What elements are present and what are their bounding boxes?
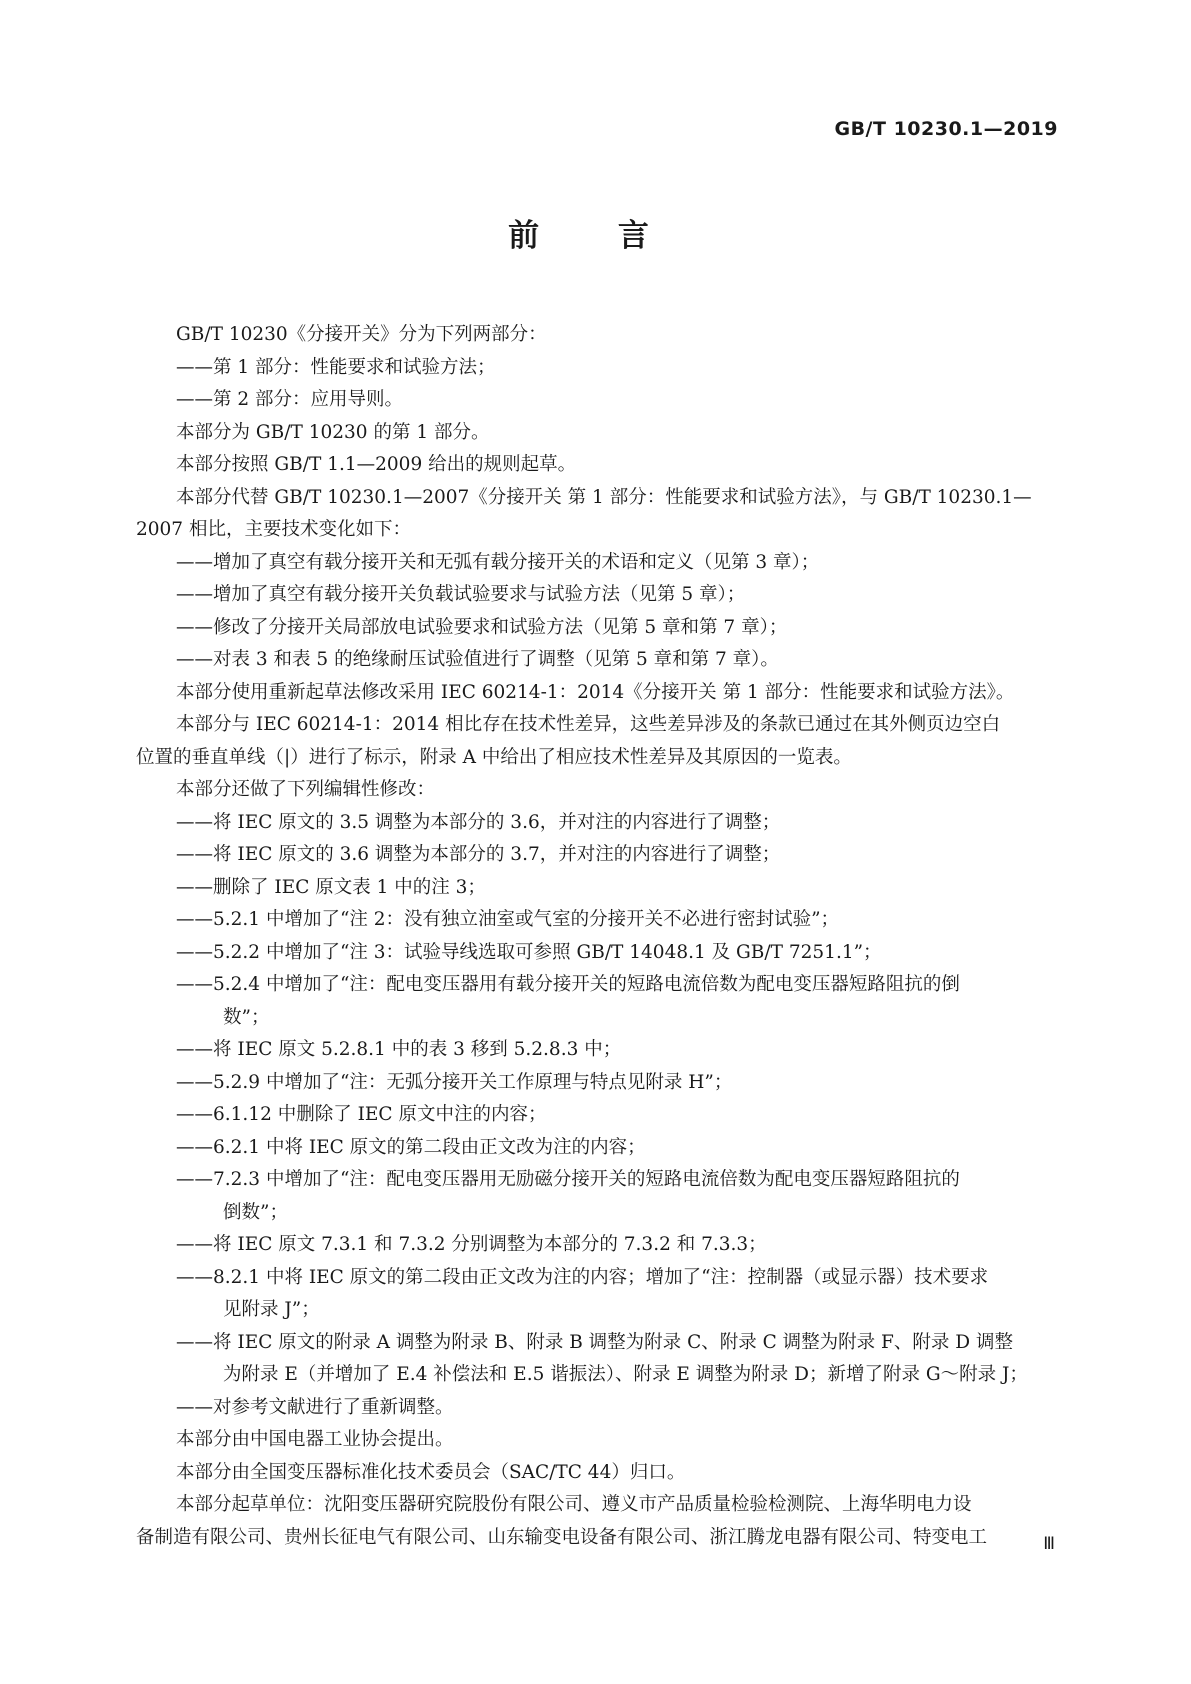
text-line: GB/T 10230《分接开关》分为下列两部分：: [176, 324, 547, 345]
text-line: ——删除了 IEC 原文表 1 中的注 3；: [176, 876, 486, 898]
text-line: ——5.2.2 中增加了“注 3：试验导线选取可参照 GB/T 14048.1 及 GB/T 7251.1”；: [176, 941, 882, 963]
text-line: 本部分还做了下列编辑性修改：: [176, 779, 436, 800]
text-line: ——第 1 部分：性能要求和试验方法；: [176, 356, 496, 378]
text-line: ——对表 3 和表 5 的绝缘耐压试验值进行了调整（见第 5 章和第 7 章）。: [176, 649, 779, 670]
text-line: 本部分为 GB/T 10230 的第 1 部分。: [176, 421, 490, 443]
text-line: 本部分由中国电器工业协会提出。: [176, 1429, 454, 1450]
text-line: 为附录 E（并增加了 E.4 补偿法和 E.5 谐振法）、附录 E 调整为附录 D；新增了附录 G～附录 J；: [223, 1364, 1028, 1385]
text-line: 本部分由全国变压器标准化技术委员会（SAC/TC 44）归口。: [176, 1461, 686, 1483]
text-line: 本部分按照 GB/T 1.1—2009 给出的规则起草。: [176, 454, 577, 475]
text-line: ——7.2.3 中增加了“注：配电变压器用无励磁分接开关的短路电流倍数为配电变压器短路阻抗的: [176, 1169, 960, 1190]
text-line: ——第 2 部分：应用导则。: [176, 389, 404, 410]
text-line: ——5.2.4 中增加了“注：配电变压器用有载分接开关的短路电流倍数为配电变压器短路阻抗的倒: [176, 974, 960, 995]
text-line: 备制造有限公司、贵州长征电气有限公司、山东输变电设备有限公司、浙江腾龙电器有限公司、特变电工: [136, 1526, 988, 1548]
text-line: 本部分与 IEC 60214-1：2014 相比存在技术性差异，这些差异涉及的条款已通过在其外侧页边空白: [176, 714, 1001, 735]
text-line: ——将 IEC 原文 7.3.1 和 7.3.2 分别调整为本部分的 7.3.2 和 7.3.3；: [176, 1234, 767, 1255]
standard-code: GB/T 10230.1—2019: [834, 118, 1058, 140]
foreword-body: [136, 319, 1056, 1554]
text-line: 倒数”；: [223, 1201, 288, 1223]
text-line: ——增加了真空有载分接开关负载试验要求与试验方法（见第 5 章）；: [176, 584, 746, 605]
text-line: 本部分代替 GB/T 10230.1—2007《分接开关 第 1 部分：性能要求和试验方法》，与 GB/T 10230.1—: [176, 486, 1032, 508]
text-line: ——将 IEC 原文的 3.6 调整为本部分的 3.7，并对注的内容进行了调整；: [176, 844, 781, 865]
text-line: 位置的垂直单线（|）进行了标示，附录 A 中给出了相应技术性差异及其原因的一览表。: [136, 746, 852, 768]
text-line: ——将 IEC 原文的 3.5 调整为本部分的 3.6，并对注的内容进行了调整；: [176, 811, 781, 833]
text-line: ——6.2.1 中将 IEC 原文的第二段由正文改为注的内容；: [176, 1136, 646, 1158]
text-line: ——5.2.9 中增加了“注：无弧分接开关工作原理与特点见附录 H”；: [176, 1071, 733, 1093]
text-line: ——6.1.12 中删除了 IEC 原文中注的内容；: [176, 1104, 547, 1125]
text-line: ——8.2.1 中将 IEC 原文的第二段由正文改为注的内容；增加了“注：控制器（或显示器）技术要求: [176, 1266, 989, 1288]
page-title: 前 言: [508, 218, 683, 254]
text-line: ——将 IEC 原文的附录 A 调整为附录 B、附录 B 调整为附录 C、附录 C 调整为附录 F、附录 D 调整: [176, 1331, 1013, 1353]
text-line: ——将 IEC 原文 5.2.8.1 中的表 3 移到 5.2.8.3 中；: [176, 1039, 622, 1060]
page-number: Ⅲ: [1043, 1534, 1055, 1554]
text-line: 2007 相比，主要技术变化如下：: [136, 519, 411, 540]
text-line: 本部分起草单位：沈阳变压器研究院股份有限公司、遵义市产品质量检验检测院、上海华明电力设: [176, 1494, 972, 1515]
text-line: 本部分使用重新起草法修改采用 IEC 60214-1：2014《分接开关 第 1 部分：性能要求和试验方法》。: [176, 681, 1015, 703]
text-line: 见附录 J”；: [223, 1299, 320, 1320]
text-line: ——对参考文献进行了重新调整。: [176, 1396, 454, 1418]
text-line: ——修改了分接开关局部放电试验要求和试验方法（见第 5 章和第 7 章）；: [176, 616, 788, 638]
text-line: ——5.2.1 中增加了“注 2：没有独立油室或气室的分接开关不必进行密封试验”；: [176, 909, 840, 930]
text-line: ——增加了真空有载分接开关和无弧有载分接开关的术语和定义（见第 3 章）；: [176, 551, 820, 573]
text-line: 数”；: [223, 1006, 270, 1028]
